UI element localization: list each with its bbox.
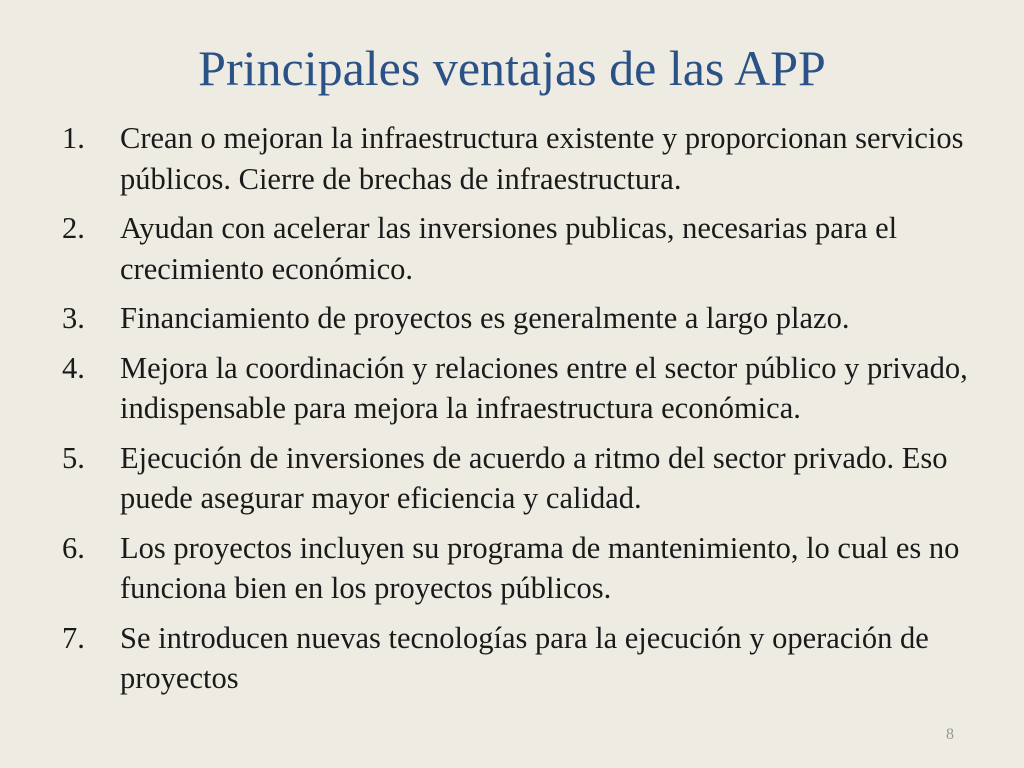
list-item-number: 5.: [62, 440, 85, 475]
list-item-number: 4.: [62, 350, 85, 385]
list-item-number: 2.: [62, 211, 85, 245]
list-item-text: Ejecución de inversiones de acuerdo a ritmo del sector privado. Eso puede asegurar mayor eficiencia y calidad.: [120, 440, 948, 515]
list-item-text: Mejora la coordinación y relaciones entre el sector público y privado, indispensable para mejora la infraestructura económica.: [120, 350, 968, 425]
list-item: [62, 618, 1002, 699]
list-item-text: Ayudan con acelerar las inversiones publicas, necesarias para el crecimiento económico.: [120, 211, 898, 286]
list-item-text: Los proyectos incluyen su programa de mantenimiento, lo cual es no funciona bien en los proyectos públicos.: [120, 530, 960, 605]
list-item-text: Crean o mejoran la infraestructura existente y proporcionan servicios públicos. Cierre de brechas de infraestructura.: [120, 121, 964, 196]
list-item: [62, 438, 1002, 519]
list-item-text: Financiamiento de proyectos es generalmente a largo plazo.: [120, 301, 850, 335]
list-item: [62, 208, 1002, 289]
list-item-number: 3.: [62, 301, 85, 335]
list-item: [62, 348, 1002, 429]
list-item-number: 7.: [62, 620, 85, 655]
list-item: [62, 528, 1002, 609]
list-item-number: 6.: [62, 530, 85, 565]
list-item: [62, 118, 1002, 199]
advantages-list: [62, 118, 1002, 708]
page-number: 8: [946, 726, 954, 743]
slide-title: Principales ventajas de las APP: [198, 40, 826, 96]
list-item-text: Se introducen nuevas tecnologías para la ejecución y operación de proyectos: [120, 620, 929, 695]
list-item: [62, 298, 1002, 339]
list-item-number: 1.: [62, 121, 85, 155]
